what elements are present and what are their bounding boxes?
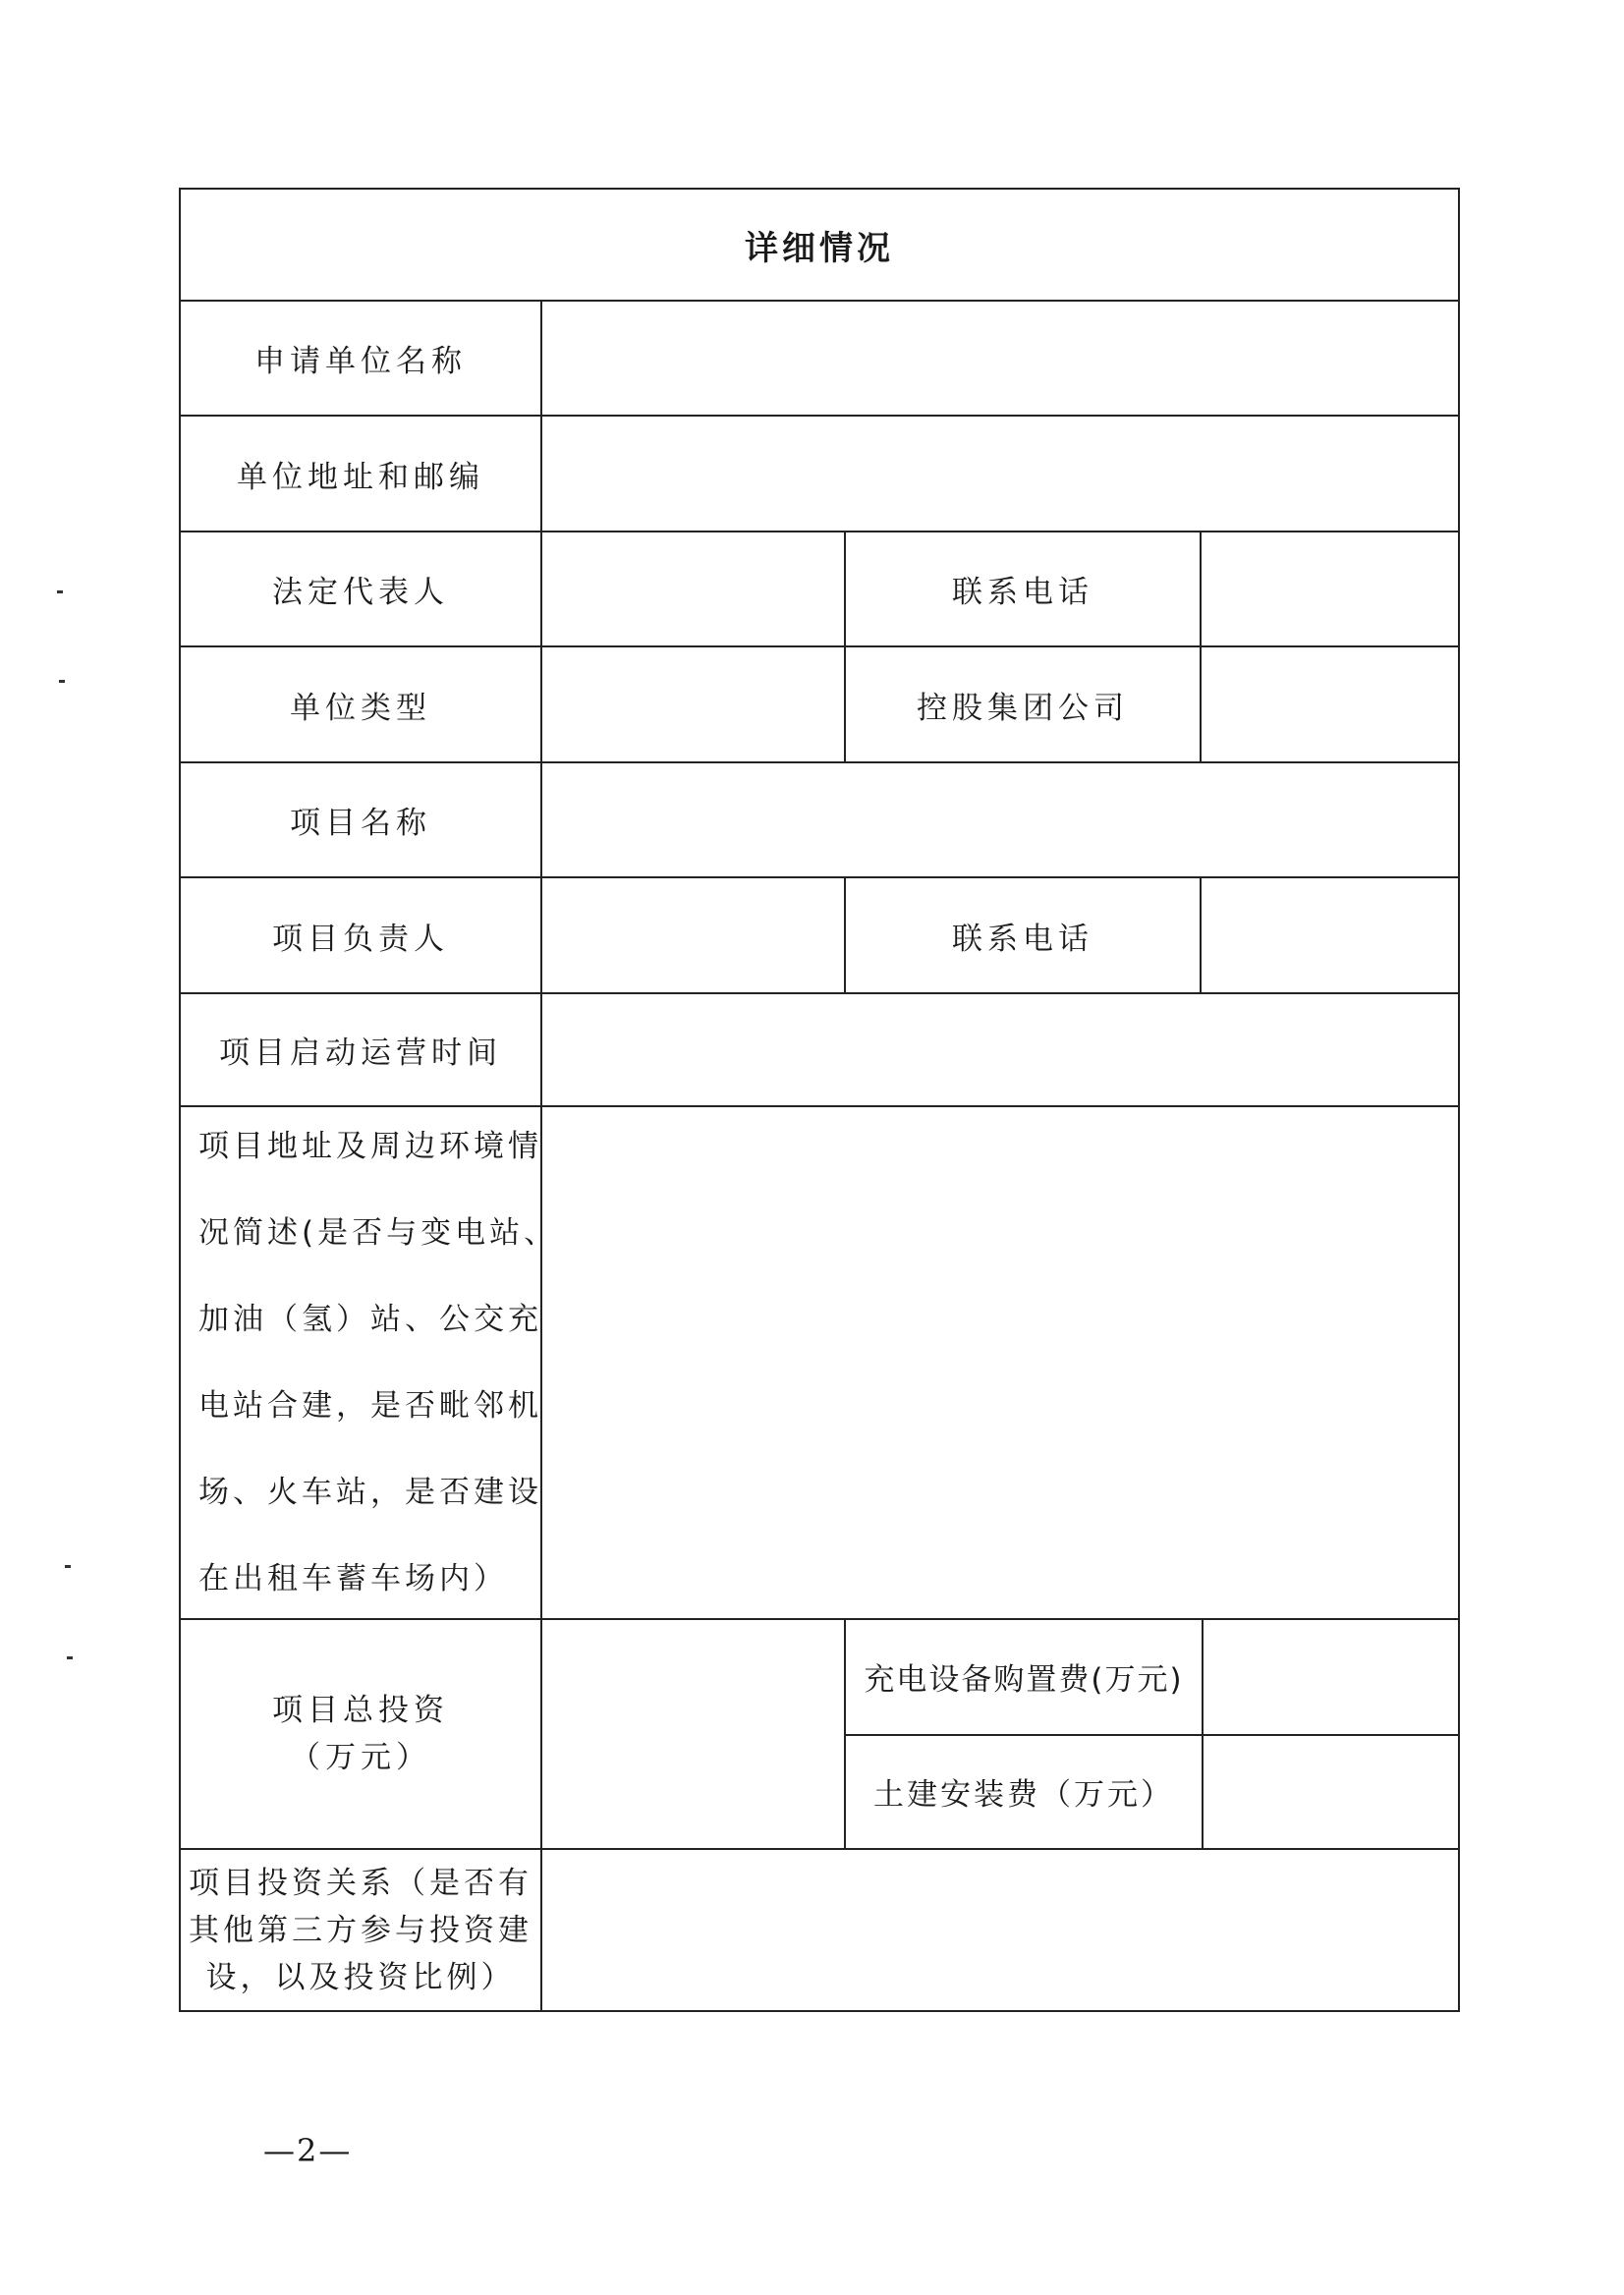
total-investment-label-line2: （万元） [290,1740,431,1775]
contact-phone-label: 联系电话 [844,532,1200,645]
holding-group-field[interactable] [1200,647,1458,761]
contact-phone-field[interactable] [1200,532,1458,645]
site-description-row [181,1105,1458,1618]
unit-type-field[interactable] [540,647,844,761]
investment-relation-label [181,1850,540,2010]
project-name-field[interactable] [540,763,1458,876]
project-name-row [181,761,1458,876]
table-title: 详细情况 [745,228,894,268]
investment-relation-line: 其他第三方参与投资建 [189,1912,532,1948]
scan-mark [59,680,65,683]
project-lead-label: 项目负责人 [272,921,449,957]
site-description-line: 项目地址及周边环境情 [198,1129,542,1164]
site-description-line: 电站合建，是否毗邻机 [198,1388,542,1424]
applicant-name-label: 申请单位名称 [254,344,467,379]
total-investment-label-line1: 项目总投资 [272,1693,449,1728]
legal-rep-field[interactable] [540,532,844,645]
lead-phone-field[interactable] [1200,878,1458,992]
site-description-line: 况简述(是否与变电站、 [198,1215,559,1251]
unit-type-label: 单位类型 [290,690,431,726]
total-investment-label [181,1620,540,1848]
applicant-name-row [181,300,1458,415]
site-description-field[interactable] [540,1107,1458,1618]
address-field[interactable] [540,417,1458,531]
scan-mark [67,1656,73,1659]
equipment-cost-row [846,1620,1458,1734]
construction-cost-field[interactable] [1202,1736,1458,1848]
equipment-cost-label: 充电设备购置费(万元) [864,1662,1184,1699]
legal-rep-label: 法定代表人 [272,575,449,610]
total-investment-field[interactable] [540,1620,844,1848]
legal-rep-row [181,531,1458,645]
address-row [181,415,1458,531]
investment-relation-field[interactable] [540,1850,1458,2010]
unit-type-row [181,645,1458,761]
detail-form-table [179,188,1460,2012]
project-name-label: 项目名称 [290,806,431,841]
start-time-row [181,992,1458,1105]
site-description-line: 场、火车站，是否建设 [198,1475,542,1510]
site-description-line: 加油（氢）站、公交充 [198,1302,542,1337]
lead-phone-label: 联系电话 [844,878,1200,992]
applicant-name-field[interactable] [540,302,1458,415]
scan-mark [57,590,63,593]
site-description-label [181,1107,559,1618]
holding-group-label: 控股集团公司 [844,647,1200,761]
construction-cost-row [846,1734,1458,1848]
page-number: —2— [263,2132,353,2169]
investment-relation-line: 项目投资关系（是否有 [189,1865,532,1901]
construction-cost-label: 土建安装费（万元） [873,1777,1174,1814]
total-investment-row [181,1618,1458,1848]
start-time-label: 项目启动运营时间 [219,1036,502,1071]
project-lead-field[interactable] [540,878,844,992]
address-label: 单位地址和邮编 [237,459,484,495]
investment-relation-line: 设，以及投资比例） [205,1959,516,1995]
cost-breakdown [844,1620,1458,1848]
equipment-cost-field[interactable] [1202,1620,1458,1734]
scan-mark [65,1565,71,1568]
investment-relation-row [181,1848,1458,2010]
site-description-line: 在出租车蓄车场内） [198,1561,508,1596]
project-lead-row [181,876,1458,992]
title-row [181,190,1458,300]
start-time-field[interactable] [540,994,1458,1105]
